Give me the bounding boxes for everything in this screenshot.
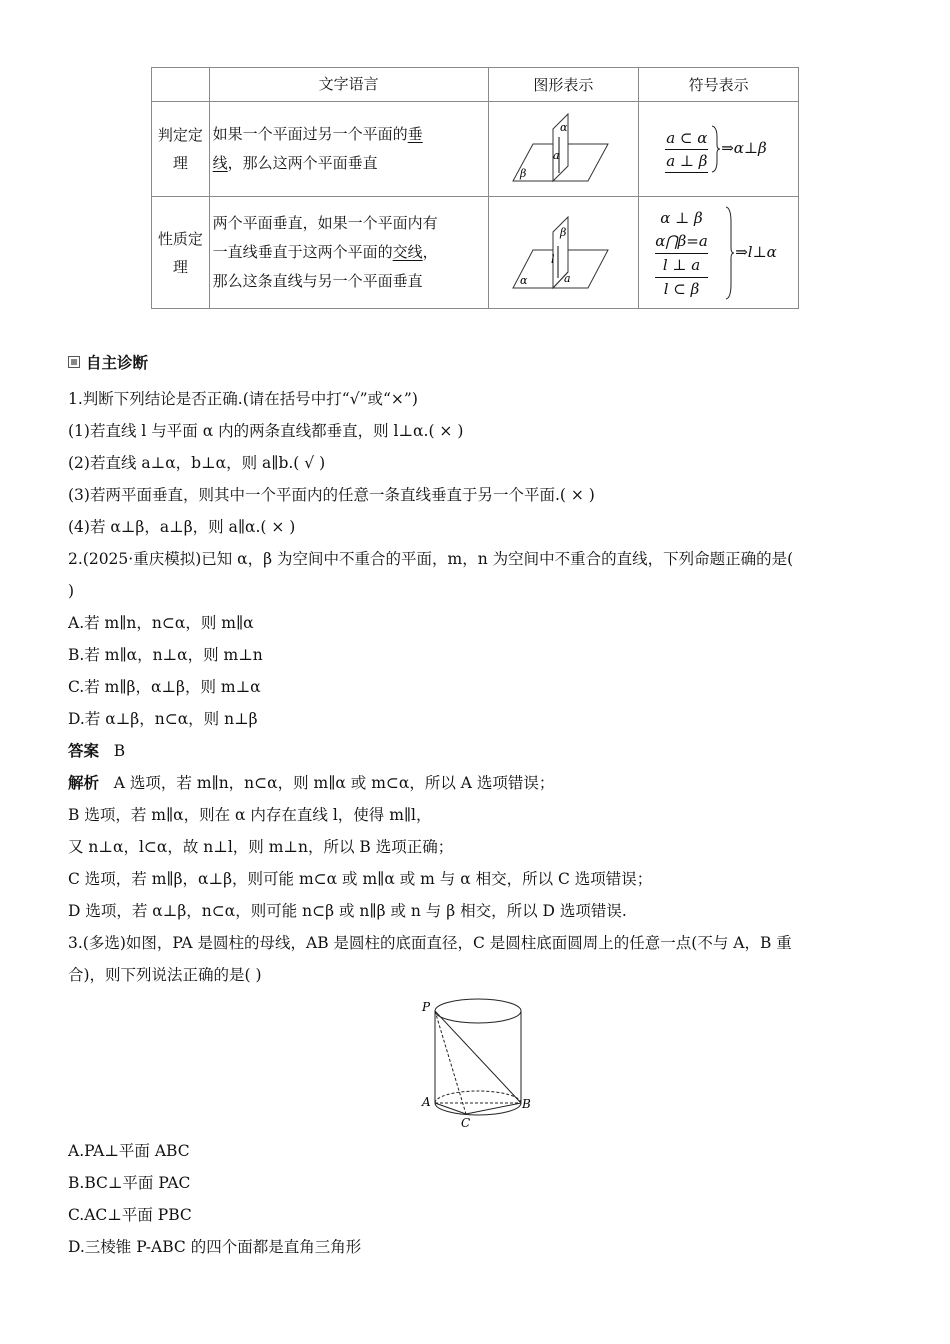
symbol-line: l ⊂ β — [663, 279, 700, 298]
cylinder-figure — [418, 993, 538, 1128]
row-symbol — [639, 102, 799, 197]
q2-option-b: B.若 m∥α，n⊥α，则 m⊥n — [68, 646, 263, 664]
fig-label: α — [560, 121, 568, 134]
q1-item: (1)若直线 l 与平面 α 内的两条直线都垂直，则 l⊥α.( × ) — [68, 422, 464, 440]
fig-label: l — [551, 253, 555, 266]
q3-stem: 3.(多选)如图，PA 是圆柱的母线，AB 是圆柱的底面直径，C 是圆柱底面圆周上的任意一点(不与 A，B 重 — [68, 934, 792, 952]
table-row-property — [152, 197, 799, 309]
analysis-line: 又 n⊥α，l⊂α，故 n⊥l，则 m⊥n，所以 B 选项正确； — [68, 838, 454, 856]
square-bullet-icon — [68, 356, 80, 368]
section-title: 自主诊断 — [86, 354, 149, 372]
fig-label: β — [560, 226, 567, 239]
analysis-label: 解析 — [68, 774, 100, 792]
fig-label: a — [564, 272, 571, 285]
row-text-part: ，那么这两个平面垂直 — [227, 154, 378, 172]
fig-label: a — [553, 149, 560, 162]
row-name-line2: 理 — [172, 257, 188, 276]
header-cell-text-language: 文字语言 — [209, 68, 488, 102]
table-row-criterion — [152, 102, 799, 197]
analysis-line: C 选项，若 m∥β，α⊥β，则可能 m⊂α 或 m∥α 或 m 与 α 相交，所以 C 选项错误； — [68, 870, 653, 888]
q3-option-d: D.三棱锥 P-ABC 的四个面都是直角三角形 — [68, 1238, 362, 1256]
row-text-part: 如果一个平面过另一个平面的 — [212, 125, 408, 143]
symbol-line: a ⊂ α — [665, 127, 708, 150]
symbol-line: l ⊥ a — [655, 253, 708, 278]
q1-item: (3)若两平面垂直，则其中一个平面内的任意一条直线垂直于另一个平面.( × ) — [68, 486, 595, 504]
row-text — [209, 102, 488, 197]
fig-label-p: P — [422, 1000, 431, 1014]
q3-stem-cont: 合)，则下列说法正确的是( ) — [68, 966, 262, 984]
fig-label-a: A — [422, 1095, 431, 1109]
symbol-result: ⇒l⊥α — [735, 242, 777, 261]
row-name-line1: 判定定 — [157, 126, 203, 144]
q2-option-c: C.若 m∥β，α⊥β，则 m⊥α — [68, 678, 261, 696]
q1-item: (2)若直线 a⊥α，b⊥α，则 a∥b.( √ ) — [68, 454, 326, 472]
symbol-line: α⋂β=a — [655, 231, 708, 250]
symbol-line: α ⊥ β — [660, 208, 703, 227]
row-figure — [488, 102, 639, 197]
q2-stem: 2.(2025·重庆模拟)已知 α，β 为空间中不重合的平面，m，n 为空间中不重合的直线，下列命题正确的是( — [68, 550, 794, 568]
q3-option-c: C.AC⊥平面 PBC — [68, 1206, 192, 1224]
row-text-underline: 线 — [212, 154, 228, 172]
row-name-line2: 理 — [172, 154, 188, 172]
q2-option-a: A.若 m∥n，n⊂α，则 m∥α — [68, 614, 254, 632]
q2-option-d: D.若 α⊥β，n⊂α，则 n⊥β — [68, 710, 258, 728]
row-symbol — [639, 197, 799, 309]
perpendicular-planes-figure — [508, 210, 618, 295]
q3-option-a: A.PA⊥平面 ABC — [68, 1142, 190, 1160]
symbol-line: a ⊥ β — [665, 150, 708, 173]
row-text-part: 一直线垂直于这两个平面的 — [212, 243, 393, 261]
brace-icon — [711, 125, 721, 173]
header-cell-figure: 图形表示 — [488, 68, 639, 102]
q1-stem: 1.判断下列结论是否正确.(请在括号中打“√”或“×”) — [68, 390, 418, 408]
header-cell-symbol: 符号表示 — [639, 68, 799, 102]
answer-label: 答案 — [68, 742, 100, 760]
row-text-line: 两个平面垂直，如果一个平面内有 — [212, 214, 438, 232]
q2-answer — [68, 741, 125, 761]
row-text-line: 那么这条直线与另一个平面垂直 — [212, 272, 423, 290]
q1-item: (4)若 α⊥β，a⊥β，则 a∥α.( × ) — [68, 518, 296, 536]
q3-option-b: B.BC⊥平面 PAC — [68, 1174, 191, 1192]
row-text — [209, 197, 488, 309]
perpendicular-planes-figure — [508, 109, 618, 189]
symbol-result: ⇒α⊥β — [721, 139, 767, 157]
fig-label-b: B — [522, 1097, 531, 1111]
answer-value: B — [113, 742, 126, 760]
analysis-line: B 选项，若 m∥α，则在 α 内存在直线 l，使得 m∥l， — [68, 806, 432, 824]
row-name — [152, 102, 210, 197]
row-text-underline: 垂 — [407, 125, 423, 143]
brace-icon — [725, 206, 735, 300]
analysis-line: A 选项，若 m∥n，n⊂α，则 m∥α 或 m⊂α，所以 A 选项错误； — [113, 774, 555, 792]
header-cell-empty — [152, 68, 210, 102]
section-header — [68, 351, 148, 373]
fig-label: β — [520, 167, 527, 180]
row-text-line — [213, 238, 488, 267]
row-text-part: ， — [422, 243, 438, 261]
q2-analysis-first — [68, 773, 554, 793]
fig-label: α — [520, 274, 528, 287]
row-name — [152, 197, 210, 309]
table-header-row — [152, 68, 799, 102]
analysis-line: D 选项，若 α⊥β，n⊂α，则可能 n⊂β 或 n∥β 或 n 与 β 相交，所以 D 选项错误. — [68, 902, 627, 920]
q2-stem-cont: ) — [68, 582, 75, 600]
fig-label-c: C — [461, 1116, 471, 1128]
row-name-line1: 性质定 — [157, 229, 203, 248]
row-figure — [488, 197, 639, 309]
theorem-table — [151, 67, 799, 309]
row-text-underline: 交线 — [392, 243, 423, 261]
